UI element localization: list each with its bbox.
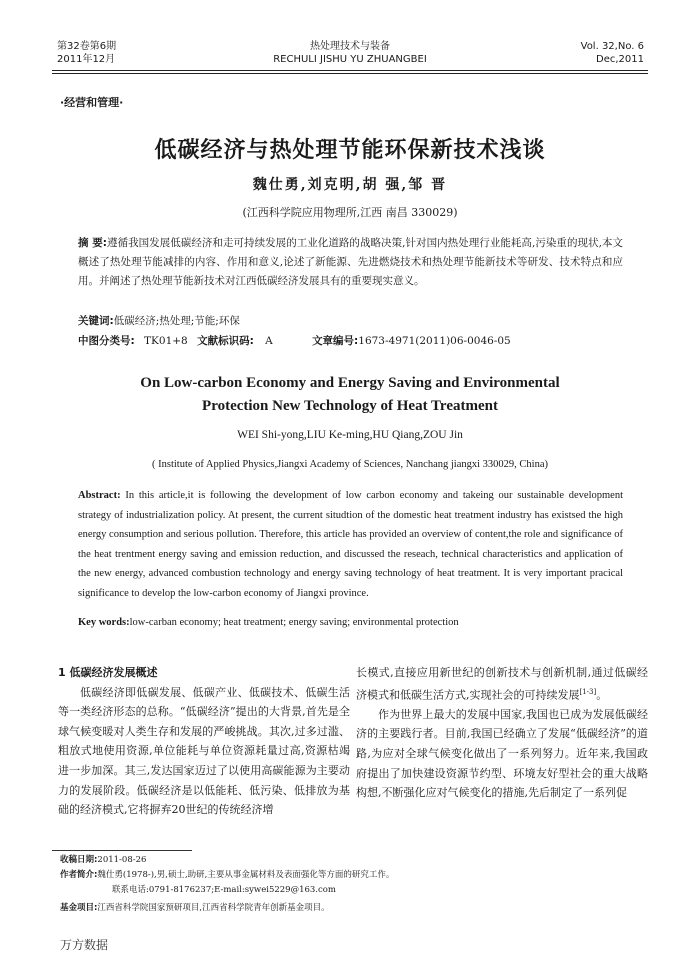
watermark-text: 万方数据 bbox=[60, 938, 109, 952]
header-rule-thin bbox=[52, 73, 648, 74]
abstract-en bbox=[78, 486, 623, 603]
abstract-en-label: Abstract: bbox=[78, 490, 121, 501]
keywords-cn-text: 低碳经济;热处理;节能;环保 bbox=[113, 315, 240, 327]
footnote-rule bbox=[52, 850, 192, 851]
author-info-label: 作者简介: bbox=[60, 870, 98, 880]
fund-value: 江西省科学院国家预研项目,江西省科学院青年创新基金项目。 bbox=[97, 903, 330, 913]
keywords-cn-label: 关键词: bbox=[78, 315, 114, 327]
body-paragraph-text: 长模式,直接应用新世纪的创新技术与创新机制,通过低碳经济模式和低碳生活方式,实现社会的可持续发展 bbox=[356, 666, 648, 702]
footnote-author bbox=[60, 868, 600, 883]
classification-row bbox=[78, 333, 623, 349]
authors-en: WEI Shi-yong,LIU Ke-ming,HU Qiang,ZOU Jin bbox=[237, 429, 463, 441]
authors-cn: 魏仕勇,刘克明,胡 强,邹 晋 bbox=[252, 177, 448, 193]
section-tag: ·经营和管理· bbox=[60, 96, 124, 109]
body-paragraph-continued bbox=[356, 663, 648, 705]
journal-date-cn: 2011年12月 bbox=[57, 54, 116, 65]
body-paragraph: 作为世界上最大的发展中国家,我国也已成为发展低碳经济的主要践行者。目前,我国已经确立了发展“低碳经济”的道路,为应对全球气候变化做出了一系列努力。近年来,我国政府提出了加快建设资源节约型、环境友好型社会的重大战略构想,不断强化应对气候变化的措施,先后制定了一系列促 bbox=[356, 707, 648, 800]
article-no-value: 1673-4971(2011)06-0046-05 bbox=[358, 335, 511, 347]
affiliation-en: ( Institute of Applied Physics,Jiangxi Academy of Sciences, Nanchang jiangxi 330029, China) bbox=[151, 459, 548, 470]
abstract-cn-label: 摘 要: bbox=[78, 237, 107, 249]
doc-code-value: A bbox=[265, 335, 273, 347]
journal-volume-cn: 第32卷第6期 bbox=[57, 41, 117, 52]
clc-label: 中图分类号: bbox=[78, 335, 135, 347]
journal-name-cn: 热处理技术与装备 bbox=[310, 41, 390, 52]
footnote-fund bbox=[60, 901, 600, 916]
body-paragraph: 低碳经济即低碳发展、低碳产业、低碳技术、低碳生活等一类经济形态的总称。“低碳经济”提出的大背景,首先是全球气候变暖对人类生存和发展的严峻挑战。其次,过多过滥、粗放式地使用资源,单位能耗与单位资源耗量过高,资源枯竭进一步加深。其三,发达国家迈过了以使用高碳能源为主要动力的发展阶段。低碳经济是以低能耗、低污染、低排放为基础的经济模式,它将摒弃20世纪的传统经济增 bbox=[58, 685, 350, 817]
received-label: 收稿日期: bbox=[60, 855, 98, 865]
title-en-line1: On Low-carbon Economy and Energy Saving and Environmental bbox=[140, 375, 560, 391]
citation: [1-3] bbox=[579, 687, 597, 696]
journal-volume-en: Vol. 32,No. 6 bbox=[580, 41, 644, 52]
keywords-en-text: low-carban economy; heat treatment; energy saving; environmental protection bbox=[129, 617, 459, 628]
received-value: 2011-08-26 bbox=[97, 855, 147, 865]
footnote-received bbox=[60, 853, 600, 868]
article-no-label: 文章编号: bbox=[312, 335, 359, 347]
section-heading: 1 低碳经济发展概述 bbox=[58, 666, 158, 679]
clc-value: TK01+8 bbox=[144, 335, 188, 347]
title-cn: 低碳经济与热处理节能环保新技术浅谈 bbox=[154, 138, 546, 163]
journal-date-en: Dec,2011 bbox=[596, 54, 644, 65]
body-column-left bbox=[58, 663, 350, 820]
journal-name-pinyin: RECHULI JISHU YU ZHUANGBEI bbox=[273, 54, 427, 65]
abstract-cn bbox=[78, 234, 623, 291]
keywords-en bbox=[78, 617, 623, 628]
affiliation-cn: (江西科学院应用物理所,江西 南昌 330029) bbox=[242, 206, 458, 219]
keywords-cn bbox=[78, 313, 623, 329]
fund-label: 基金项目: bbox=[60, 903, 98, 913]
doc-code-label: 文献标识码: bbox=[197, 335, 254, 347]
header-rule bbox=[52, 70, 648, 71]
keywords-en-label: Key words: bbox=[78, 617, 130, 628]
footnote-contact bbox=[60, 883, 600, 898]
title-en-line2: Protection New Technology of Heat Treatment bbox=[202, 398, 498, 414]
abstract-en-text: In this article,it is following the development of low carbon economy and takeing our sustainable development strategy of industrialization policy. At present, the current situdtion of the domestic heat treatment industry has existsed the high energy consumption and serious pollution. Therefore, this article has provided an overview of content,the role and significance of the heat trentment energy saving and emission reduction, and discussed the reseach, technical characteristics and application of the new energy, advanced combustion technology and energy saving technology of heat treatment. It is very important pracical significance to develop the low-carbon economy of Jiangxi province. bbox=[78, 490, 623, 599]
body-column-right bbox=[356, 663, 648, 803]
body-paragraph-end: 。 bbox=[596, 688, 608, 702]
abstract-cn-text: 遵循我国发展低碳经济和走可持续发展的工业化道路的战略决策,针对国内热处理行业能耗高,污染重的现状,本文概述了热处理节能减排的内容、作用和意义,论述了新能源、先进燃烧技术和热处理节能新技术等研发、技术特点和应用。并阐述了热处理节能新技术对江西低碳经济发展具有的重要现实意义。 bbox=[78, 237, 624, 287]
contact-info: 联系电话:0791-8176237;E-mail:sywei5229@163.com bbox=[112, 885, 336, 895]
author-info-value: 魏仕勇(1978-),男,硕士,助研,主要从事金属材料及表面强化等方面的研究工作。 bbox=[97, 870, 395, 880]
